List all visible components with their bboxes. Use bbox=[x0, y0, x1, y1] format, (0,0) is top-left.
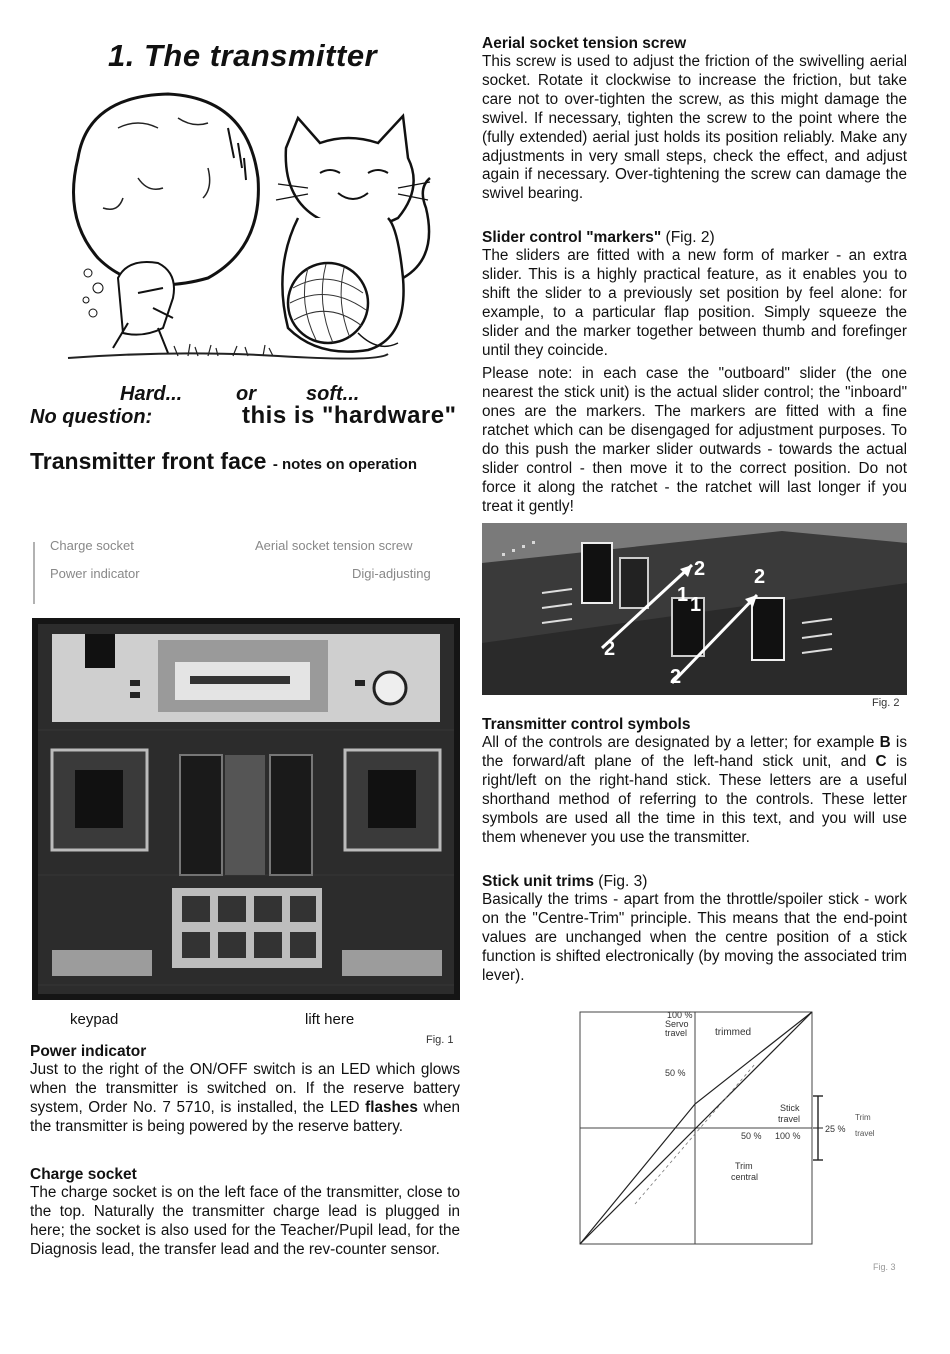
cartoon-illustration bbox=[58, 88, 453, 370]
trims-heading-ref: (Fig. 3) bbox=[598, 873, 648, 890]
hard-text: Hard... bbox=[120, 383, 183, 405]
fig1-label-aerial-screw: Aerial socket tension screw bbox=[255, 538, 413, 553]
fig3-label-x100: 100 % bbox=[775, 1131, 801, 1141]
slider-heading-ref: (Fig. 2) bbox=[665, 229, 715, 246]
fig3-label-servo-travel: travel bbox=[665, 1028, 688, 1038]
fig1-label-digi-adjusting: Digi-adjusting bbox=[352, 566, 431, 581]
slider-heading-text: Slider control "markers" bbox=[482, 229, 662, 246]
fig2-number-5: 2 bbox=[604, 638, 616, 660]
slider-note: Please note: in each case the "outboard" slider (the one nearest the stick unit) is the actual slider control; the "inboard" ones are the markers. The markers are fitted with a fine ratchet which can be disengaged for adjustment purposes. To do this push the marker slider outwards - towards the actual slider control - then move it to the correct position. Do not force it along the ratchet - the ratchet will last longer if you treat it gently! bbox=[482, 365, 907, 515]
aerial-heading: Aerial socket tension screw bbox=[482, 35, 687, 52]
slider-heading bbox=[482, 229, 907, 247]
fig3-label-trim-central-2: central bbox=[731, 1172, 759, 1182]
symbol-b: B bbox=[879, 734, 891, 751]
fig3-label-stick-travel: travel bbox=[778, 1114, 801, 1124]
front-face-title: Transmitter front face bbox=[30, 448, 267, 474]
slider-section bbox=[482, 229, 907, 517]
figure-2-slider-photo bbox=[482, 523, 907, 695]
fig2-caption: Fig. 2 bbox=[872, 697, 900, 709]
page-title: 1. The transmitter bbox=[108, 38, 378, 73]
stick-trims-body: Basically the trims - apart from the throttle/spoiler stick - work on the "Centre-Trim" principle. This means that the end-point values are unchanged when the centre position of a stick function is shifted electronically (by moving the associated trim lever). bbox=[482, 891, 907, 984]
aerial-section bbox=[482, 35, 907, 204]
fig2-number-1: 2 bbox=[694, 558, 706, 580]
control-symbols-heading: Transmitter control symbols bbox=[482, 716, 691, 733]
fig3-label-trim-central-1: Trim bbox=[735, 1161, 753, 1171]
fig3-label-trim: Trim bbox=[855, 1113, 871, 1122]
control-symbols-section bbox=[482, 716, 907, 847]
symbols-body-part2: is the forward/aft plane of the left-hand stick unit, and bbox=[482, 734, 907, 770]
control-symbols-body bbox=[482, 734, 907, 847]
fig3-label-trim-travel: travel bbox=[855, 1129, 875, 1138]
or-text: or bbox=[236, 383, 256, 405]
charge-socket-section bbox=[30, 1166, 460, 1260]
front-face-subtitle: - notes on operation bbox=[272, 456, 418, 473]
fig1-caption: Fig. 1 bbox=[426, 1034, 454, 1046]
fig1-label-charge-socket: Charge socket bbox=[50, 538, 134, 553]
slider-body: The sliders are fitted with a new form of marker - an extra slider. This is a highly practical feature, as it enables you to shift the slider to a previously set position by feel alone: for example, to a particular flap position. Simply squeeze the slider and the marker together between thumb and forefinger until they coincide. bbox=[482, 247, 907, 359]
fig3-label-100: 100 % bbox=[667, 1010, 693, 1020]
fig3-label-stick: Stick bbox=[780, 1103, 800, 1113]
fig2-number-3: 1 bbox=[677, 584, 689, 606]
fig3-label-50: 50 % bbox=[665, 1068, 686, 1078]
power-indicator-section bbox=[30, 1043, 460, 1137]
fig2-number-4: 1 bbox=[690, 594, 702, 616]
fig3-label-trimmed: trimmed bbox=[715, 1027, 752, 1038]
fig3-label-25: 25 % bbox=[825, 1124, 846, 1134]
figure-1 bbox=[30, 530, 462, 1008]
keypad-label: keypad bbox=[70, 1011, 119, 1028]
power-indicator-body bbox=[30, 1061, 460, 1137]
soft-text: soft... bbox=[306, 383, 360, 405]
power-body-part2: when the transmitter is being powered by the reserve battery. bbox=[30, 1098, 460, 1135]
fig2-number-2: 2 bbox=[754, 566, 766, 588]
symbols-body-part1: All of the controls are designated by a letter; for example bbox=[482, 734, 880, 751]
lift-here-label: lift here bbox=[305, 1011, 355, 1028]
symbol-c: C bbox=[875, 752, 887, 770]
trims-heading-text: Stick unit trims bbox=[482, 873, 594, 890]
charge-socket-heading: Charge socket bbox=[30, 1166, 137, 1183]
power-body-part1: Just to the right of the ON/OFF switch is an LED which glows when the transmitter is switched on. If the reserve battery system, Order No. 7 5710, is installed, the LED bbox=[30, 1061, 460, 1116]
charge-socket-body: The charge socket is on the left face of the transmitter, close to the top. Naturally the transmitter charge lead is plugged in here; the socket is also used for the Teacher/Pupil lead, for the Diagnosis lead, the transfer lead and the rev-counter sensor. bbox=[30, 1184, 460, 1258]
symbols-body-part3: is right/left on the right-hand stick. These letters are a useful shorthand method of referring to the controls. These letter symbols are used all the time in this text, and you will use them whenever you use the transmitter. bbox=[482, 752, 907, 846]
stick-trims-section bbox=[482, 873, 907, 986]
fig3-label-x50: 50 % bbox=[741, 1131, 762, 1141]
aerial-body: This screw is used to adjust the friction of the swivelling aerial socket. Rotate it clockwise to increase the friction, but take care not to over-tighten the screw, as this might damage the swivel. If necessary, tighten the screw to the point where the (fully extended) aerial just holds its position reliably. Make any adjustments in very small steps, check the effect, and adjust again if necessary. Over-tightening the screw can damage the swivel bearing. bbox=[482, 53, 907, 203]
fig1-label-power-indicator: Power indicator bbox=[50, 566, 140, 581]
fig3-label-servo: Servo bbox=[665, 1019, 689, 1029]
transmitter-photo bbox=[30, 530, 462, 1008]
figure-3-trim-diagram bbox=[575, 1004, 915, 1274]
fig3-caption: Fig. 3 bbox=[873, 1262, 896, 1272]
power-body-bold: flashes bbox=[365, 1098, 418, 1116]
power-indicator-heading: Power indicator bbox=[30, 1043, 147, 1060]
front-face-heading bbox=[30, 448, 417, 475]
no-question-text: No question: bbox=[30, 406, 153, 428]
hardware-text: this is "hardware" bbox=[242, 402, 457, 429]
fig2-number-6: 2 bbox=[670, 666, 682, 688]
stick-trims-heading bbox=[482, 873, 907, 891]
